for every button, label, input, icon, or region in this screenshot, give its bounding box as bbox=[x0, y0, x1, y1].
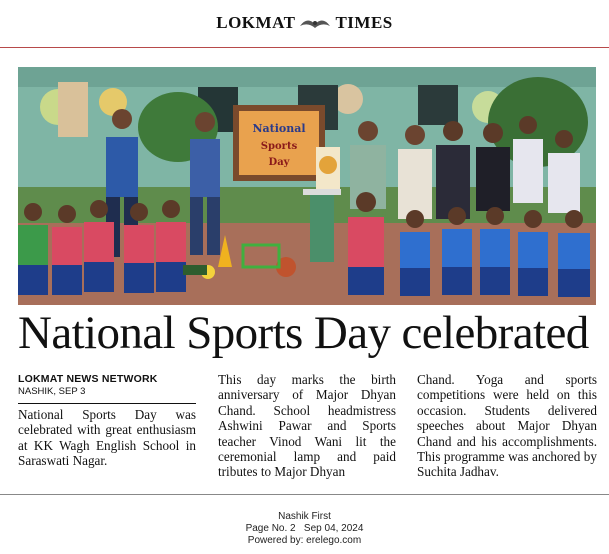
masthead-divider bbox=[0, 47, 609, 48]
newspaper-logo bbox=[216, 13, 392, 33]
page-footer bbox=[0, 511, 609, 547]
byline: LOKMAT NEWS NETWORK bbox=[18, 373, 158, 385]
article-column-1 bbox=[18, 372, 196, 469]
edition-name: Nashik First bbox=[278, 511, 331, 522]
column-1-text: National Sports Day was celebrated with great enthusiasm at KK Wagh English School in Saraswati Nagar. bbox=[18, 407, 196, 469]
masthead bbox=[0, 0, 609, 46]
logo-right-text: TIMES bbox=[335, 13, 393, 32]
column-3-text: Chand. Yoga and sports competitions were held on this occasion. Students delivered speeches about Major Dhyan Chand and his accomplishments. This programme was anchored by Suchita Jadhav. bbox=[417, 372, 597, 480]
column-2-text: This day marks the birth anniversary of Major Dhyan Chand. School headmistress Ashwini Pawar and Sports teacher Vinod Wani lit the ceremonial lamp and paid tributes to Major Dhyan bbox=[218, 372, 396, 480]
banner-line-1: National bbox=[252, 122, 306, 135]
footer-divider bbox=[0, 494, 609, 495]
article-column-2 bbox=[218, 372, 396, 480]
article-column-3 bbox=[417, 372, 597, 480]
powered-by-link[interactable]: Powered by: erelego.com bbox=[247, 535, 362, 546]
page-and-date: Page No. 2 Sep 04, 2024 bbox=[245, 523, 364, 534]
logo-left-text: LOKMAT bbox=[216, 13, 296, 32]
article-body bbox=[18, 372, 598, 492]
news-photo bbox=[18, 67, 596, 305]
banner-line-3: Day bbox=[268, 157, 290, 168]
banner-line-2: Sports bbox=[260, 141, 298, 152]
bird-emblem-icon bbox=[298, 15, 332, 31]
dateline: NASHIK, SEP 3 bbox=[18, 386, 196, 404]
headline: National Sports Day celebrated bbox=[18, 307, 589, 359]
photo-scene bbox=[18, 67, 596, 305]
